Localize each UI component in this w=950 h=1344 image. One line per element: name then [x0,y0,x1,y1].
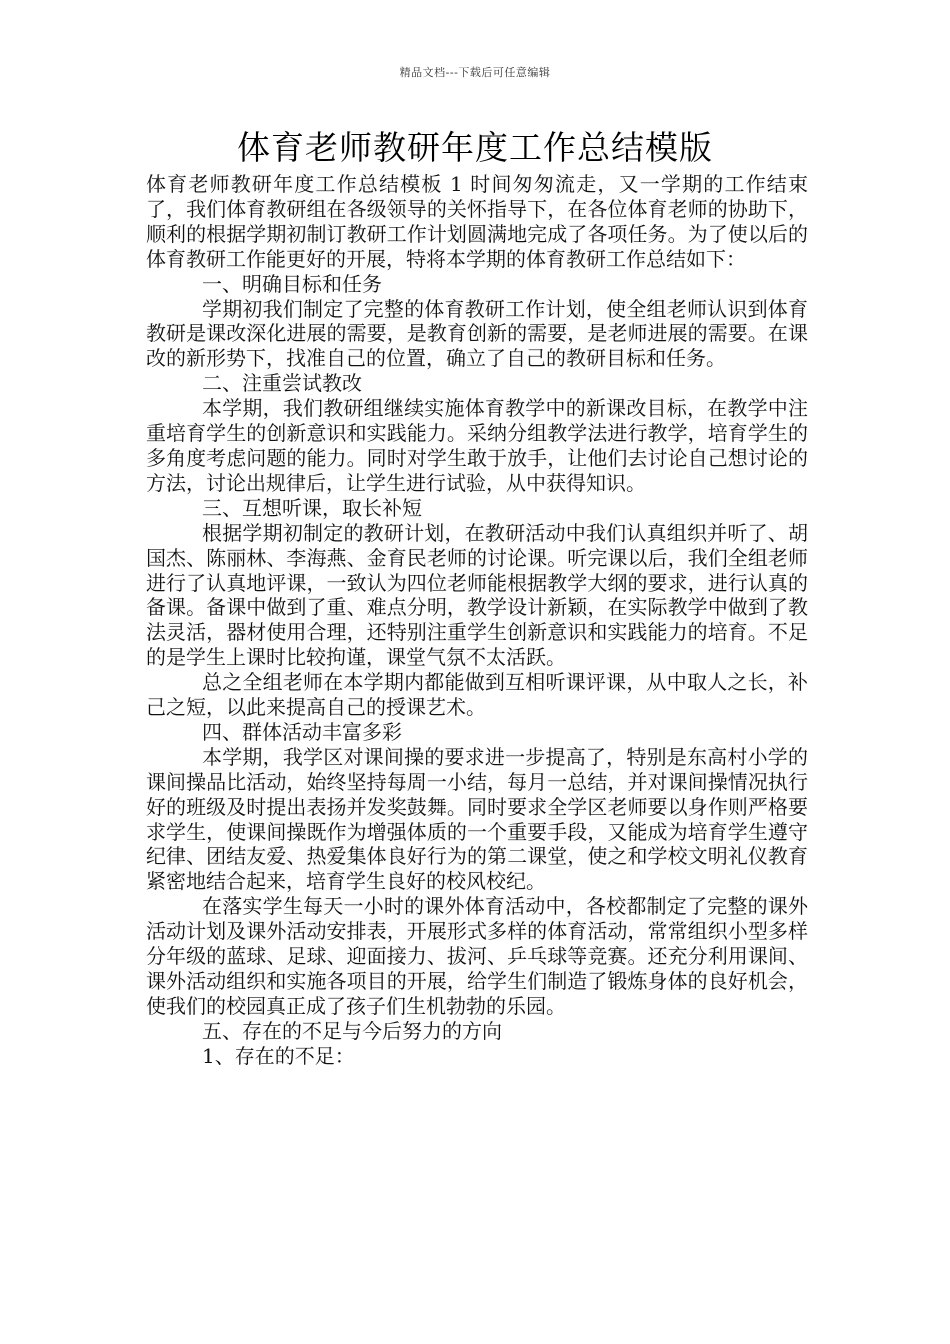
section-heading-5: 五、存在的不足与今后努力的方向 [202,1018,502,1043]
subsection-heading: 1、存在的不足： [202,1043,355,1068]
section-heading-1: 一、明确目标和任务 [202,271,382,296]
section-heading-3: 三、互想听课，取长补短 [202,495,422,520]
paragraph: 总之全组老师在本学期内都能做到互相听课评课，从中取人之长，补己之短，以此来提高自己的授课艺术。 [146,670,808,720]
document-body [146,172,808,1069]
section-heading-4: 四、群体活动丰富多彩 [202,719,402,744]
paragraph: 本学期，我学区对课间操的要求进一步提高了，特别是东高村小学的课间操品比活动，始终坚持每周一小结，每月一总结，并对课间操情况执行好的班级及时提出表扬并发奖鼓舞。同时要求全学区老师要以身作则严格要求学生，使课间操既作为增强体质的一个重要手段，又能成为培育学生遵守纪律、团结友爱、热爱集体良好行为的第二课堂，使之和学校文明礼仪教育紧密地结合起来，培育学生良好的校风校纪。 [146,744,808,894]
paragraph: 学期初我们制定了完整的体育教研工作计划，使全组老师认识到体育教研是课改深化进展的需要，是教育创新的需要，是老师进展的需要。在课改的新形势下，找准自己的位置，确立了自己的教研目标和任务。 [146,296,808,371]
section-heading-2: 二、注重尝试教改 [202,371,362,396]
intro-paragraph: 体育老师教研年度工作总结模板 1 时间匆匆流走，又一学期的工作结束了，我们体育教研组在各级领导的关怀指导下，在各位体育老师的协助下，顺利的根据学期初制订教研工作计划圆满地完成了各项任务。为了使以后的体育教研工作能更好的开展，特将本学期的体育教研工作总结如下： [146,172,808,271]
paragraph: 本学期，我们教研组继续实施体育教学中的新课改目标，在教学中注重培育学生的创新意识和实践能力。采纳分组教学法进行教学，培育学生的多角度考虑问题的能力。同时对学生敢于放手，让他们去讨论自己想讨论的方法，讨论出规律后，让学生进行试验，从中获得知识。 [146,396,808,495]
document-title: 体育老师教研年度工作总结模版 [237,128,713,167]
header-note: 精品文档---下载后可任意编辑 [399,66,551,79]
paragraph: 在落实学生每天一小时的课外体育活动中，各校都制定了完整的课外活动计划及课外活动安排表，开展形式多样的体育活动，常常组织小型多样分年级的蓝球、足球、迎面接力、拔河、乒乓球等竞赛。还充分利用课间、课外活动组织和实施各项目的开展，给学生们制造了锻炼身体的良好机会，使我们的校园真正成了孩子们生机勃勃的乐园。 [146,894,808,1018]
paragraph: 根据学期初制定的教研计划，在教研活动中我们认真组织并听了、胡国杰、陈丽林、李海燕、金育民老师的讨论课。听完课以后，我们全组老师进行了认真地评课，一致认为四位老师能根据教学大纲的要求，进行认真的备课。备课中做到了重、难点分明，教学设计新颖，在实际教学中做到了教法灵活，器材使用合理，还特别注重学生创新意识和实践能力的培育。不足的是学生上课时比较拘谨，课堂气氛不太活跃。 [146,520,808,670]
